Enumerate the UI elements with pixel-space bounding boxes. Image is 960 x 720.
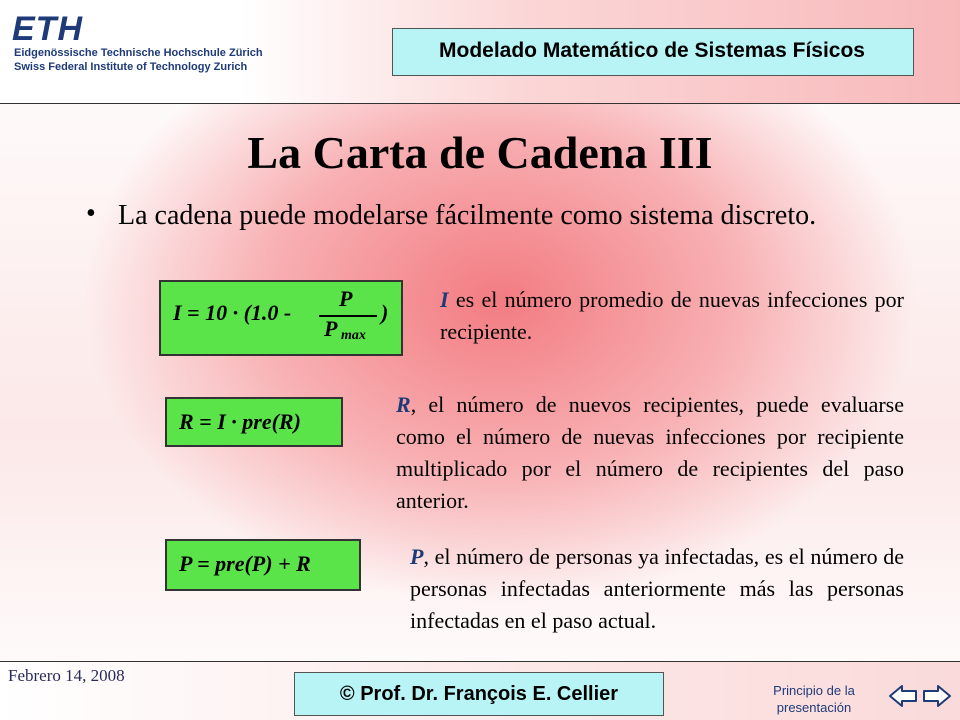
variable-name: P — [410, 544, 424, 569]
description-recipients — [396, 389, 904, 517]
arrow-right-icon[interactable] — [924, 686, 950, 706]
description-text: , el número de personas ya infectadas, es el número de personas infectadas anteriormente más las personas infectadas en el paso actual. — [410, 544, 904, 633]
fraction-numerator: P — [339, 286, 353, 311]
equation-box-incidence — [159, 280, 403, 356]
equation-close-paren: ) — [381, 300, 389, 325]
home-link[interactable]: Principio de la presentación — [773, 683, 855, 715]
equation-box-recipients — [165, 397, 343, 447]
variable-name: I — [440, 287, 449, 312]
logo-line-english: Swiss Federal Institute of Technology Zurich — [14, 61, 248, 73]
slide-date: Febrero 14, 2008 — [8, 666, 125, 685]
description-text: es el número promedio de nuevas infecciones por recipiente. — [440, 287, 904, 344]
fraction-denominator: P — [324, 316, 338, 341]
equation-text: R = I · pre(R) — [179, 409, 301, 434]
description-incidence — [440, 284, 904, 348]
arrow-left-icon[interactable] — [890, 686, 916, 706]
description-text: , el número de nuevos recipientes, puede evaluarse como el número de nuevas infecciones por recipiente multiplicado por el número de recipientes del paso anterior. — [396, 392, 904, 513]
bullet-text: La cadena puede modelarse fácilmente como sistema discreto. — [118, 200, 817, 231]
equation-box-persons — [165, 539, 361, 591]
nav-arrows — [888, 680, 952, 712]
eth-logo — [12, 12, 263, 74]
author-credit: © Prof. Dr. François E. Cellier — [294, 672, 664, 716]
fraction-subscript: max — [341, 328, 366, 343]
equation-text: P = pre(P) + R — [179, 551, 311, 576]
variable-name: R — [396, 392, 411, 417]
logo-mark: ETH — [12, 10, 83, 48]
header-divider — [0, 103, 960, 104]
bullet-icon: • — [86, 198, 96, 229]
slide-title: La Carta de Cadena III — [247, 127, 713, 178]
logo-line-german: Eidgenössische Technische Hochschule Zürich — [14, 47, 263, 59]
equation-lhs: I = 10 · (1.0 - — [173, 300, 292, 325]
description-persons — [410, 541, 904, 637]
course-title: Modelado Matemático de Sistemas Físicos — [439, 39, 865, 62]
